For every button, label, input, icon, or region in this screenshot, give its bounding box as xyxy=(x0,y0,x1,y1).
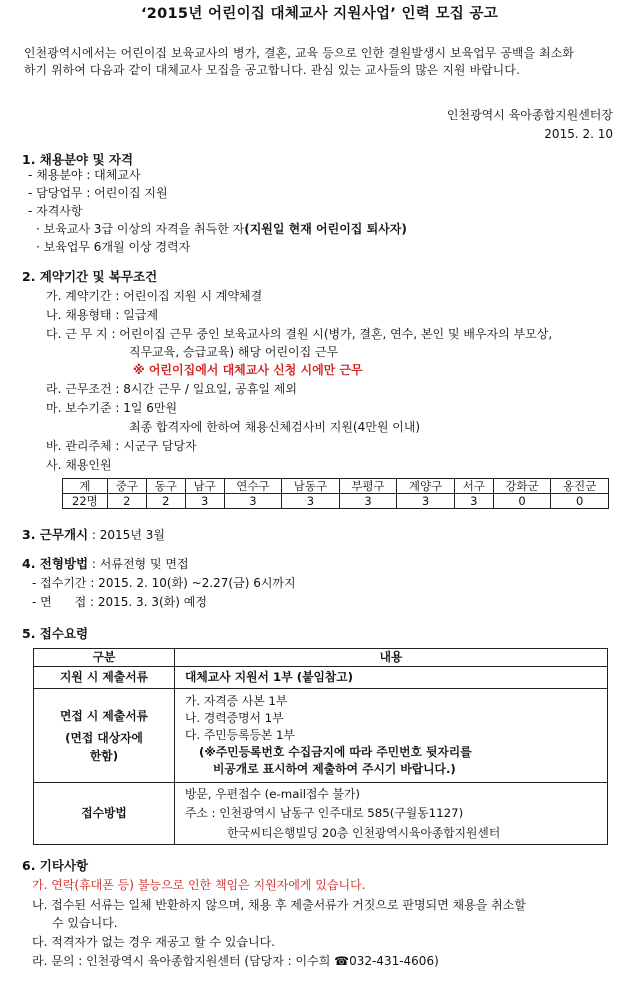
headcount-value-row xyxy=(63,494,609,509)
s1-qual-cert-text: · 보육교사 3급 이상의 자격을 취득한 자 xyxy=(36,222,245,236)
s2-pay: 마. 보수기준 : 1일 6만원 xyxy=(46,401,178,415)
application-row-label xyxy=(34,689,175,783)
headcount-value: 3 xyxy=(224,494,282,509)
application-col-category: 구분 xyxy=(34,649,175,667)
s1-qual-cert xyxy=(36,221,407,238)
s2-workplace-note: ※ 어린이집에서 대체교사 신청 시에만 근무 xyxy=(133,363,363,377)
section-2-heading: 2. 계약기간 및 복무조건 xyxy=(22,269,158,284)
headcount-header: 부평구 xyxy=(339,479,397,494)
intro-line-1: 인천광역시에서는 어린이집 보육교사의 병가, 결혼, 교육 등으로 인한 결원발생시 보육업무 공백을 최소화 xyxy=(24,46,574,60)
headcount-value: 3 xyxy=(282,494,340,509)
s2-type: 나. 채용형태 : 일급제 xyxy=(46,308,159,322)
method-line-1: 방문, 우편접수 (e-mail접수 불가) xyxy=(185,786,360,801)
application-row-content: 대체교사 지원서 1부 (붙임참고) xyxy=(175,667,608,689)
s2-contract: 가. 계약기간 : 어린이집 지원 시 계약체결 xyxy=(46,289,263,303)
application-row-label: 지원 시 제출서류 xyxy=(34,667,175,689)
section-4-heading: 4. 전형방법 xyxy=(22,556,89,571)
interview-doc-3: 다. 주민등록등본 1부 xyxy=(185,728,295,742)
application-row-content xyxy=(175,783,608,845)
interview-label-1: 면접 시 제출서류 xyxy=(60,708,148,723)
headcount-value: 3 xyxy=(454,494,493,509)
s1-qual-cert-note: (지원일 현재 어린이집 퇴사자) xyxy=(244,222,407,236)
interview-doc-note-1: (※주민등록번호 수집금지에 따라 주민번호 뒷자리를 xyxy=(199,745,472,759)
method-line-2: 주소 : 인천광역시 남동구 인주대로 585(구월동1127) xyxy=(185,805,464,820)
s4-period: - 접수기간 : 2015. 2. 10(화) ~2.27(금) 6시까지 xyxy=(32,576,296,590)
headcount-header: 강화군 xyxy=(493,479,551,494)
section-3-heading: 3. 근무개시 xyxy=(22,527,89,542)
section-5-heading: 5. 접수요령 xyxy=(22,626,89,641)
s2-pay-note: 최종 합격자에 한하여 채용신체검사비 지원(4만원 이내) xyxy=(129,420,421,434)
s6-contact-note: 가. 연락(휴대폰 등) 불능으로 인한 책임은 지원자에게 있습니다. xyxy=(32,878,366,892)
s6-inquiry: 라. 문의 : 인천광역시 육아종합지원센터 (담당자 : 이수희 ☎032-431-4606) xyxy=(32,954,439,968)
headcount-header: 옹진군 xyxy=(551,479,609,494)
headcount-value: 3 xyxy=(185,494,224,509)
section-3 xyxy=(22,526,165,544)
s1-field: - 채용분야 : 대체교사 xyxy=(28,168,141,182)
headcount-header: 남구 xyxy=(185,479,224,494)
application-table xyxy=(33,648,608,845)
application-row-submit xyxy=(34,667,608,689)
application-row-method xyxy=(34,783,608,845)
headcount-header: 계양구 xyxy=(397,479,455,494)
method-line-3: 한국씨티은행빌딩 20층 인천광역시육아종합지원센터 xyxy=(227,825,501,840)
headcount-table xyxy=(62,478,609,509)
headcount-header: 서구 xyxy=(454,479,493,494)
headcount-header: 계 xyxy=(63,479,108,494)
page-title: ‘2015년 어린이집 대체교사 지원사업’ 인력 모집 공고 xyxy=(140,6,499,22)
application-header-row xyxy=(34,649,608,667)
s1-qualification: - 자격사항 xyxy=(28,204,83,218)
headcount-value: 2 xyxy=(146,494,185,509)
interview-doc-1: 가. 자격증 사본 1부 xyxy=(185,694,288,708)
interview-label-3: 한함) xyxy=(89,748,119,763)
headcount-header: 남동구 xyxy=(282,479,340,494)
s1-qual-exp: · 보육업무 6개월 이상 경력자 xyxy=(36,240,191,254)
s1-duty: - 담당업무 : 어린이집 지원 xyxy=(28,186,168,200)
issue-date: 2015. 2. 10 xyxy=(544,127,613,141)
intro-line-2: 하기 위하여 다음과 같이 대체교사 모집을 공고합니다. 관심 있는 교사들의 많은 지원 바랍니다. xyxy=(24,63,520,77)
application-row-label: 접수방법 xyxy=(34,783,175,845)
interview-label-2: (면접 대상자에 xyxy=(65,730,143,745)
section-4 xyxy=(22,555,189,573)
interview-doc-2: 나. 경력증명서 1부 xyxy=(185,711,284,725)
s6-repost: 다. 적격자가 없는 경우 재공고 할 수 있습니다. xyxy=(32,935,275,949)
s2-workplace-cont: 직무교육, 승급교육) 해당 어린이집 근무 xyxy=(129,345,339,359)
headcount-value: 2 xyxy=(107,494,146,509)
s4-interview: - 면 접 : 2015. 3. 3(화) 예정 xyxy=(32,595,207,609)
section-3-value: : 2015년 3월 xyxy=(88,528,165,542)
s2-headcount: 사. 채용인원 xyxy=(46,458,112,472)
s2-management: 바. 관리주체 : 시군구 담당자 xyxy=(46,439,197,453)
s6-documents-cont: 수 있습니다. xyxy=(52,916,118,930)
headcount-header: 연수구 xyxy=(224,479,282,494)
headcount-value: 3 xyxy=(339,494,397,509)
s2-conditions: 라. 근무조건 : 8시간 근무 / 일요일, 공휴일 제외 xyxy=(46,382,297,396)
s6-documents: 나. 접수된 서류는 일체 반환하지 않으며, 채용 후 제출서류가 거짓으로 판명되면 채용을 취소할 xyxy=(32,898,526,912)
headcount-header: 중구 xyxy=(107,479,146,494)
headcount-header-row xyxy=(63,479,609,494)
intro-paragraph xyxy=(24,45,624,79)
headcount-value: 0 xyxy=(551,494,609,509)
section-4-value: : 서류전형 및 면접 xyxy=(88,557,189,571)
section-6-heading: 6. 기타사항 xyxy=(22,858,89,873)
interview-doc-note-2: 비공개로 표시하여 제출하여 주시기 바랍니다.) xyxy=(213,762,456,776)
section-1-heading: 1. 채용분야 및 자격 xyxy=(22,152,134,167)
application-row-content xyxy=(175,689,608,783)
s2-workplace: 다. 근 무 지 : 어린이집 근무 중인 보육교사의 결원 시(병가, 결혼, 연수, 본인 및 배우자의 부모상, xyxy=(46,327,553,341)
headcount-value: 22명 xyxy=(63,494,108,509)
headcount-header: 동구 xyxy=(146,479,185,494)
headcount-value: 0 xyxy=(493,494,551,509)
application-row-interview xyxy=(34,689,608,783)
issuer: 인천광역시 육아종합지원센터장 xyxy=(446,108,613,122)
application-col-content: 내용 xyxy=(175,649,608,667)
headcount-value: 3 xyxy=(397,494,455,509)
